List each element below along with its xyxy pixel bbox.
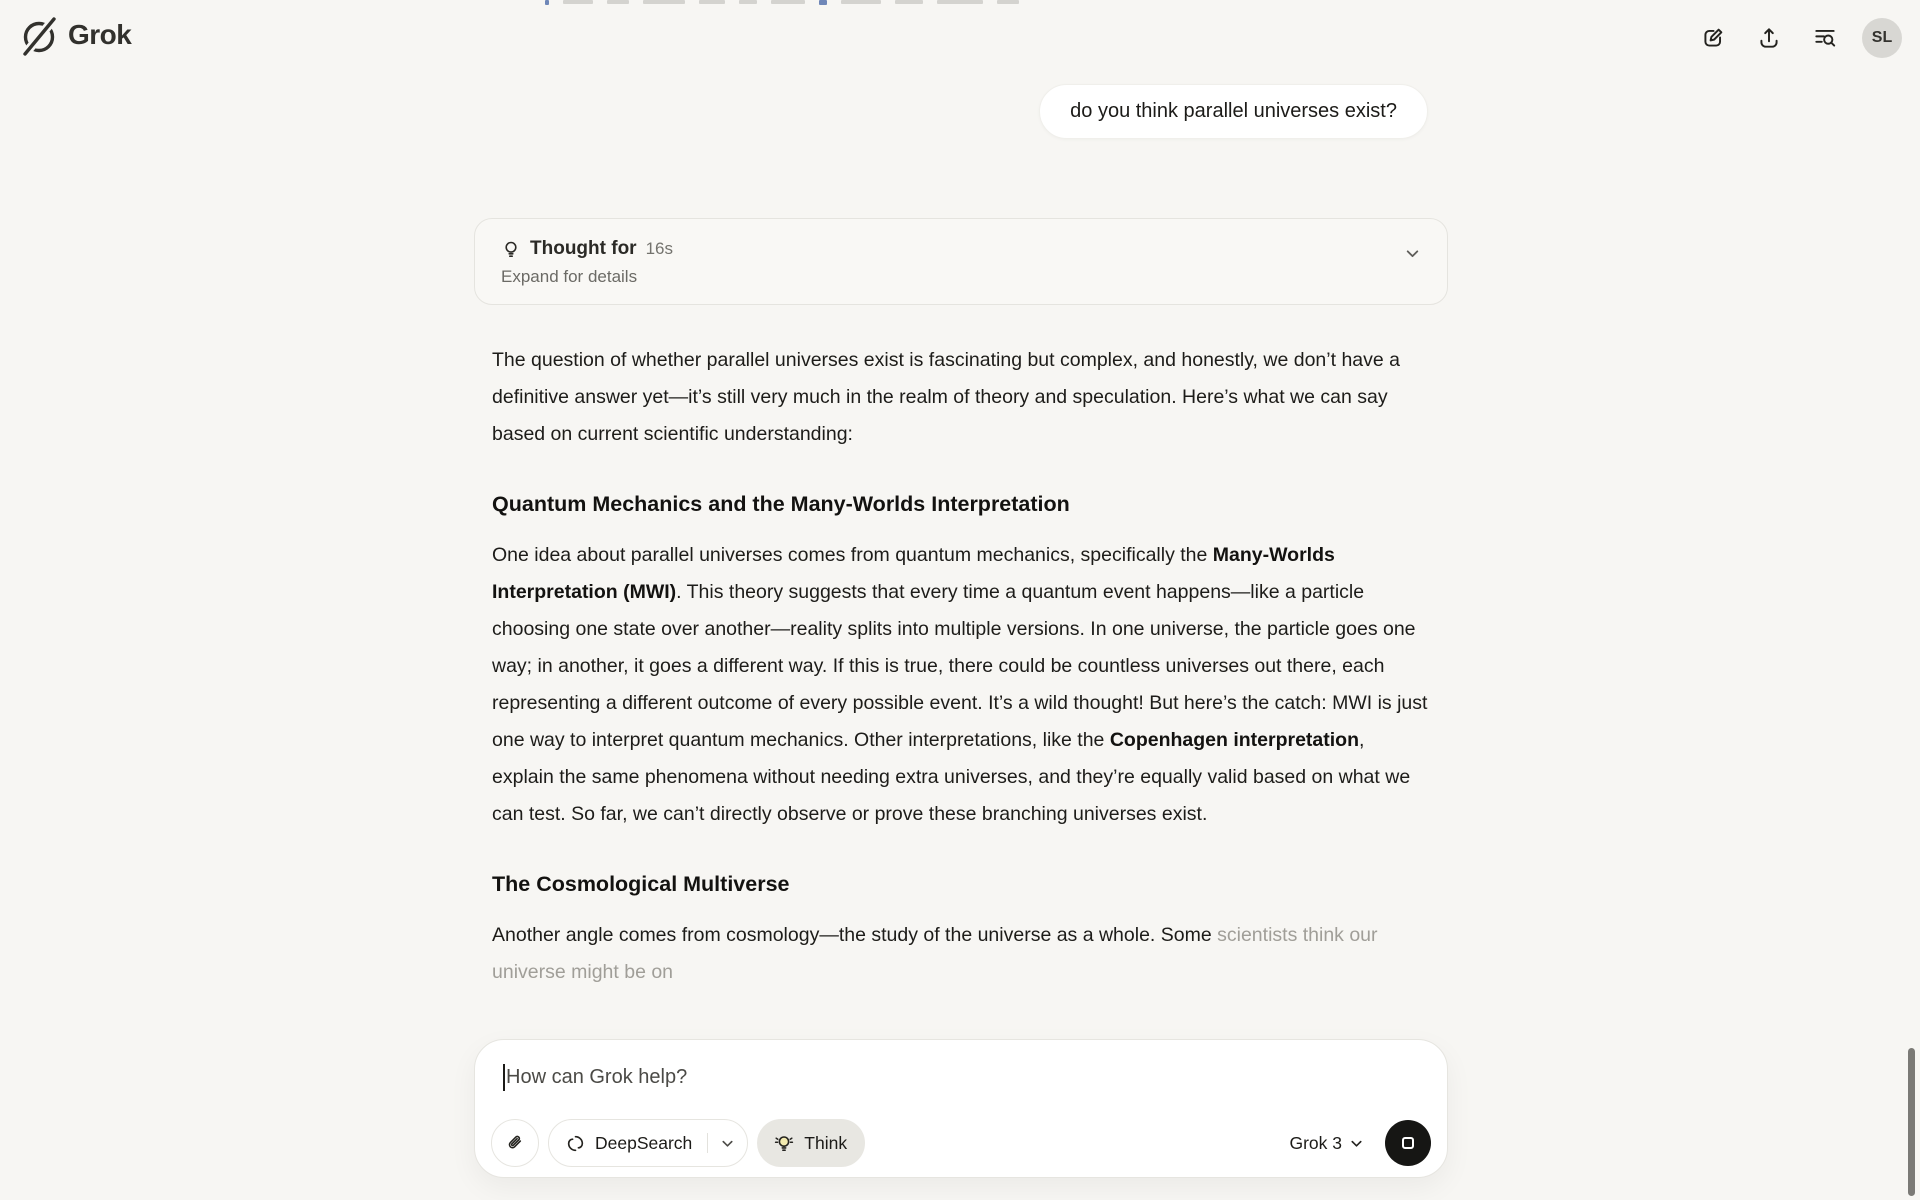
response-paragraph-1: The question of whether parallel universes exist is fascinating but complex, and honestly, we don’t have a definitive answer yet—it’s still very much in the realm of theory and speculation. Here’s what we can say based on current scientific understanding: [492, 349, 1400, 445]
model-label: Grok 3 [1289, 1132, 1342, 1153]
stop-square-icon [1396, 1131, 1420, 1155]
brand-name: Grok [68, 19, 132, 50]
chevron-down-icon [1349, 1136, 1364, 1151]
stop-generating-button[interactable] [1385, 1120, 1431, 1166]
assistant-response [492, 342, 1429, 991]
chat-input[interactable] [503, 1064, 1419, 1091]
avatar-initials: SL [1871, 29, 1893, 46]
response-heading-quantum: Quantum Mechanics and the Many-Worlds Interpretation [492, 492, 1070, 516]
thought-title-row [501, 238, 1421, 260]
chevron-down-icon[interactable] [1404, 245, 1421, 262]
user-message-bubble [1039, 84, 1428, 139]
composer-toolbar [491, 1119, 1431, 1167]
deepsearch-button[interactable] [548, 1119, 748, 1167]
share-button[interactable] [1750, 19, 1788, 57]
thought-expand-hint: Expand for details [501, 267, 638, 286]
pill-divider [707, 1133, 708, 1153]
spiral-icon [565, 1133, 586, 1154]
glowing-lightbulb-icon [772, 1131, 796, 1155]
paperclip-icon [505, 1133, 526, 1154]
think-label: Think [804, 1132, 848, 1153]
response-heading-cosmological: The Cosmological Multiverse [492, 872, 790, 896]
compose-icon [1700, 25, 1726, 51]
model-selector[interactable] [1289, 1133, 1364, 1154]
avatar[interactable] [1862, 18, 1902, 58]
clipped-text-remnant [545, 0, 1019, 5]
new-chat-button[interactable] [1694, 19, 1732, 57]
header-actions [1694, 18, 1902, 58]
share-upload-icon [1756, 25, 1782, 51]
scrollbar-thumb[interactable] [1908, 1048, 1915, 1196]
thought-title: Thought for [530, 238, 637, 259]
thought-duration: 16s [645, 239, 673, 258]
user-message-text: do you think parallel universes exist? [1070, 100, 1397, 122]
think-button[interactable] [757, 1119, 865, 1167]
text-caret [503, 1064, 505, 1091]
search-history-icon [1812, 25, 1838, 51]
response-paragraph-3: Another angle comes from cosmology—the study of the universe as a whole. Some scientists think our universe might be on [492, 924, 1378, 983]
deepsearch-label: DeepSearch [595, 1132, 693, 1153]
top-bar [0, 0, 1920, 72]
grok-logo[interactable] [16, 12, 131, 58]
response-paragraph-2: One idea about parallel universes comes from quantum mechanics, specifically the Many-Worlds Interpretation (MWI). This theory suggests that every time a quantum event happens—like a particle choosing one state over another—reality splits into multiple versions. In one universe, the particle goes one way; in another, it goes a different way. If this is true, there could be countless universes out there, each representing a different outcome of every possible event. It’s a wild thought! But here’s the catch: MWI is just one way to interpret quantum mechanics. Other interpretations, like the Copenhagen interpretation, explain the same phenomena without needing extra universes, and they’re equally valid based on what we can test. So far, we can’t directly observe or prove these branching universes exist. [492, 544, 1428, 825]
grok-logo-icon [16, 12, 62, 58]
search-conversations-button[interactable] [1806, 19, 1844, 57]
lightbulb-icon [501, 239, 521, 260]
thought-panel[interactable] [474, 218, 1448, 305]
chevron-down-icon[interactable] [720, 1136, 735, 1151]
composer [474, 1039, 1448, 1178]
chat-input-placeholder: How can Grok help? [506, 1066, 688, 1088]
attach-button[interactable] [491, 1119, 539, 1167]
